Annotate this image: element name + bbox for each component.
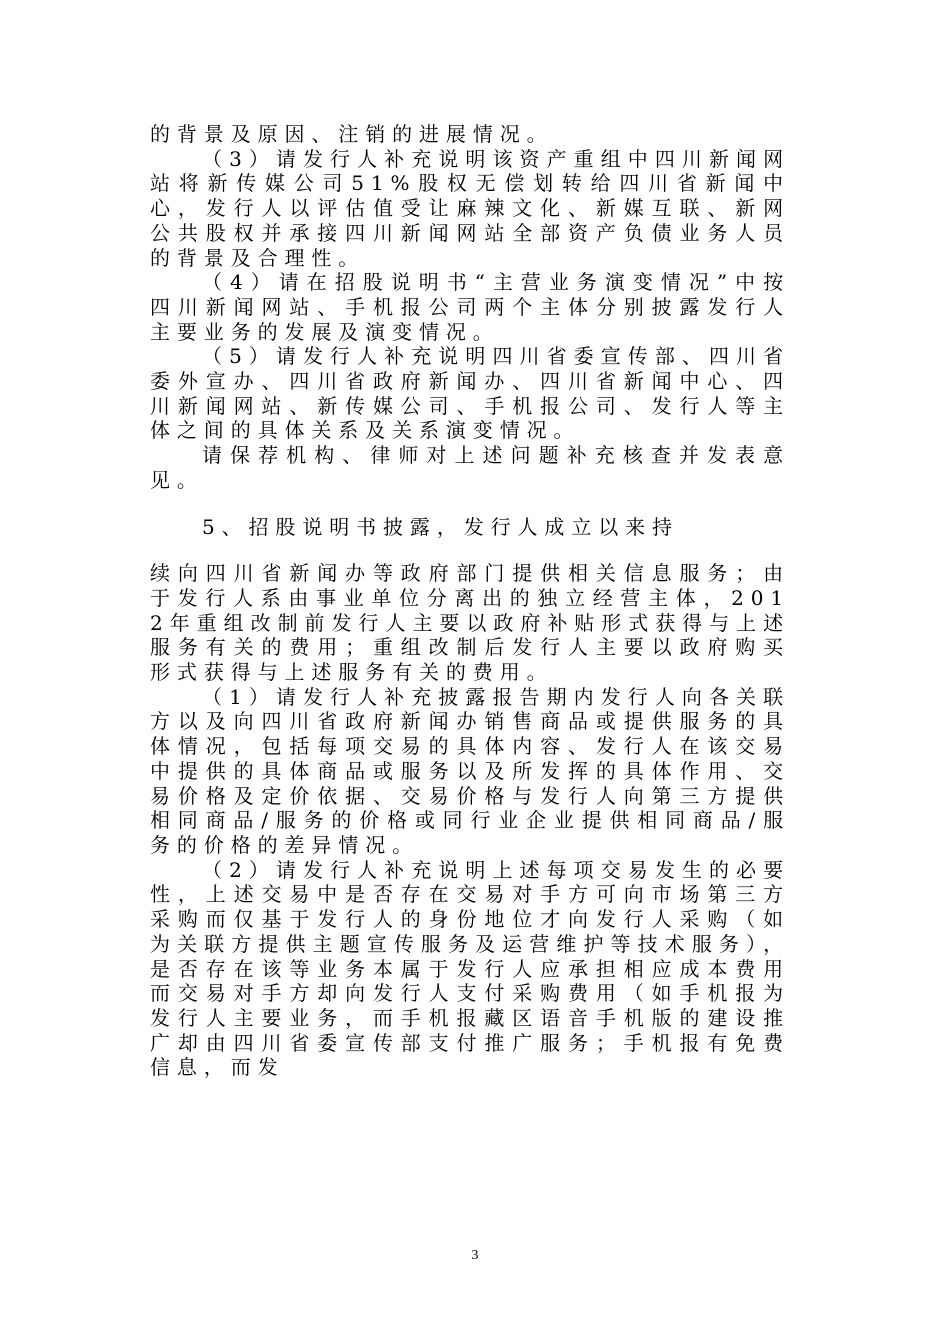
paragraph-item-2-transaction-necessity: （2）请发行人补充说明上述每项交易发生的必要性，上述交易中是否存在交易对手方可向市场第三方采购而仅基于发行人的身份地位才向发行人采购（如为关联方提供主题宣传服务及运营维护等技术服务），是否存在该等业务本属于发行人应承担相应成本费用而交易对手方却向发行人支付采购费用（如手机报为发行人主要业务，而手机报藏区语音手机版的建设推广却由四川省委宣传部支付推广服务；手机报有免费信息，而发	[150, 857, 790, 1080]
paragraph-question-5-heading: 5、招股说明书披露，发行人成立以来持	[202, 514, 679, 539]
document-body	[150, 122, 790, 1080]
page-number: 3	[471, 1248, 479, 1263]
paragraph-item-5-entity-relations: （5）请发行人补充说明四川省委宣传部、四川省委外宣办、四川省政府新闻办、四川省新闻中心、四川新闻网站、新传媒公司、手机报公司、发行人等主体之间的具体关系及关系演变情况。	[150, 344, 790, 443]
paragraph-item-3-asset-restructuring: （3）请发行人补充说明该资产重组中四川新闻网站将新传媒公司51%股权无偿划转给四川省新闻中心，发行人以评估值受让麻辣文化、新媒互联、新网公共股权并承接四川新闻网站全部资产负债业务人员的背景及合理性。	[150, 146, 790, 270]
paragraph-item-1-related-transactions: （1）请发行人补充披露报告期内发行人向各关联方以及向四川省政府新闻办销售商品或提供服务的具体情况，包括每项交易的具体内容、发行人在该交易中提供的具体商品或服务以及所发挥的具体作用、交易价格及定价依据、交易价格与发行人向第三方提供相同商品/服务的价格或同行业企业提供相同商品/服务的价格的差异情况。	[150, 684, 790, 857]
paragraph-sponsor-review-request: 请保荐机构、律师对上述问题补充核查并发表意见。	[150, 443, 790, 492]
paragraph-item-4-business-evolution: （4）请在招股说明书“主营业务演变情况”中按四川新闻网站、手机报公司两个主体分别披露发行人主要业务的发展及演变情况。	[150, 270, 790, 344]
paragraph-question-5-body: 续向四川省新闻办等政府部门提供相关信息服务；由于发行人系由事业单位分离出的独立经营主体，2012年重组改制前发行人主要以政府补贴形式获得与上述服务有关的费用；重组改制后发行人主要以政府购买形式获得与上述服务有关的费用。	[150, 561, 790, 685]
paragraph-background-continued: 的背景及原因、注销的进展情况。	[150, 122, 554, 146]
